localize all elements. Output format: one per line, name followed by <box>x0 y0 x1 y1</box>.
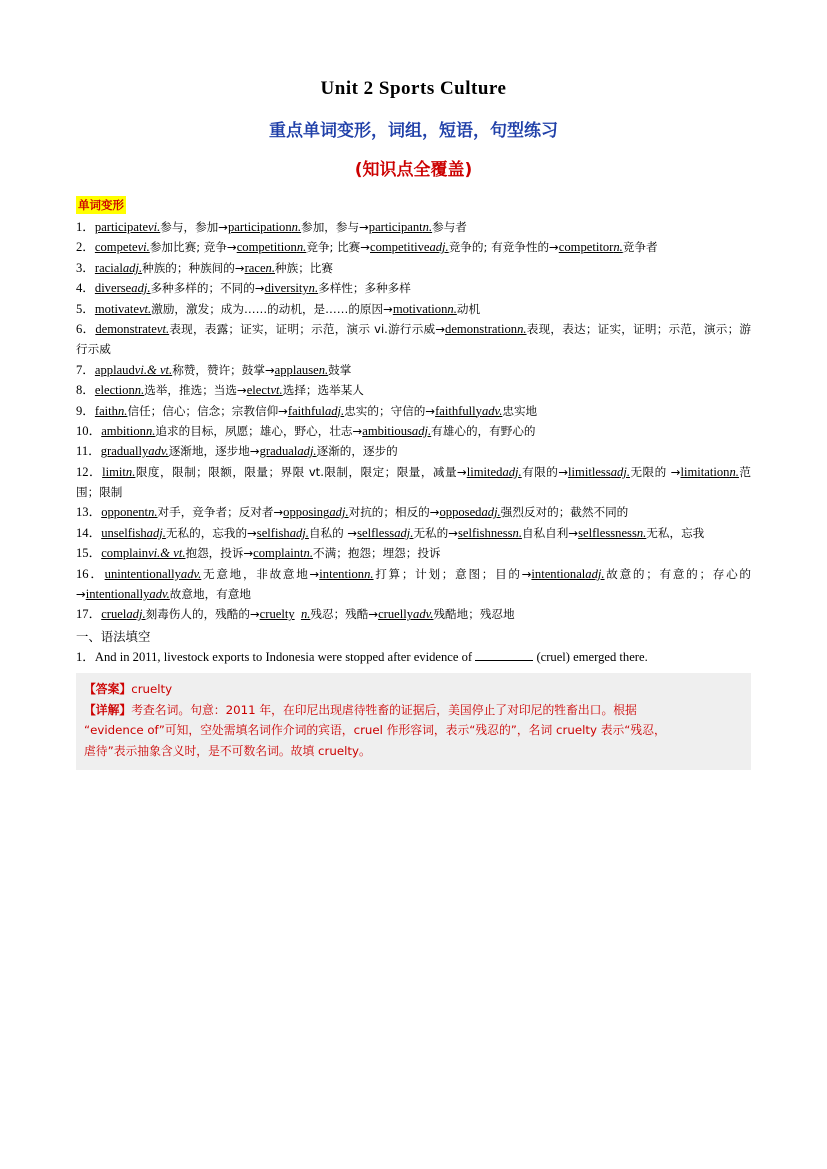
list-item: 13．opponentn.对手，竞争者；反对者→opposingadj.对抗的；相反的→opposedadj.强烈反对的；截然不同的 <box>76 505 629 520</box>
list-item: 9．faithn.信任；信心；信念；宗教信仰→faithfuladj.忠实的；守信的→faithfullyadv.忠实地 <box>76 403 538 418</box>
analysis-label: 【详解】 <box>84 702 132 717</box>
answer-label: 【答案】 <box>84 681 132 696</box>
page-title: Unit 2 Sports Culture <box>320 78 507 99</box>
analysis-line-2: “evidence of”可知，空处需填名词作介词的宾语，cruel 作形容词，表示“残忍的”，名词 cruelty 表示“残忍， <box>84 723 666 738</box>
page-subtitle: 重点单词变形，词组，短语，句型练习 <box>269 121 558 141</box>
answer-value: cruelty <box>131 681 173 696</box>
list-item: 16．unintentionallyadv.无意地，非故意地→intentionn.打算；计划；意图；目的→intentionaladj.故意的；有意的；存心的→intentionallyadv.故意地，有意地 <box>76 566 752 602</box>
list-item: 14．unselfishadj.无私的，忘我的→selfishadj.自私的 →selflessadj.无私的→selfishnessn.自私自利→selflessnessn.无私，忘我 <box>76 525 705 540</box>
list-item: 15．complainvi.& vt.抱怨，投诉→complaintn.不满；抱怨；埋怨；投诉 <box>76 546 441 561</box>
list-item: 1．participatevi.参与，参加→participationn.参加，参与→participantn.参与者 <box>76 220 467 234</box>
analysis-line-3: 虐待”表示抽象含义时，是不可数名词。故填 cruelty。 <box>84 743 371 758</box>
list-item: 6．demonstratevt.表现，表露；证实，证明；示范，演示 vi.游行示威→demonstrationn.表现，表达；证实，证明；示范，演示；游行示威 <box>76 321 751 357</box>
analysis-text-1: 考查名词。句意：2011 年，在印尼出现虐待牲畜的证据后，美国停止了对印尼的牲畜出口。根据 <box>131 702 637 717</box>
page-subtitle-secondary: (知识点全覆盖) <box>354 160 473 180</box>
list-item: 11．graduallyadv.逐渐地，逐步地→gradualadj.逐渐的，逐步的 <box>76 444 398 459</box>
list-item: 8．electionn.选举，推选；当选→electvt.选择；选举某人 <box>76 383 364 398</box>
section-tag-label: 单词变形 <box>78 198 124 212</box>
question-item <box>76 647 751 667</box>
answer-line <box>84 679 743 700</box>
list-item: 12．limitn.限度，限制；限额，限量；界限 vt.限制，限定；限量，减量→limitedadj.有限的→limitlessadj.无限的 →limitationn.范围；限制 <box>76 464 751 500</box>
answer-explanation-box <box>76 673 751 770</box>
section-heading-grammar: 一、语法填空 <box>76 628 151 644</box>
analysis-line-1 <box>84 700 743 721</box>
question-number: 1． <box>76 649 95 664</box>
list-item: 10．ambitionn.追求的目标，夙愿；雄心，野心，壮志→ambitiousadj.有雄心的，有野心的 <box>76 423 536 438</box>
question-text-part2: (cruel) emerged there. <box>536 649 648 664</box>
section-tag-word-forms <box>76 196 751 217</box>
list-item: 4．diverseadj.多种多样的；不同的→diversityn.多样性；多种多样 <box>76 281 411 296</box>
list-item: 7．applaudvi.& vt.称赞，赞许；鼓掌→applausen.鼓掌 <box>76 362 352 377</box>
word-form-list <box>76 217 751 625</box>
list-item: 3．racialadj.种族的；种族间的→racen.种族；比赛 <box>76 260 333 275</box>
list-item: 17．crueladj.刻毒伤人的，残酷的→cruelty n.残忍；残酷→cruellyadv.残酷地；残忍地 <box>76 607 515 622</box>
list-item: 2．competevi.参加比赛; 竞争→competitionn.竞争; 比赛→competitiveadj.竞争的; 有竞争性的→competitorn.竞争者 <box>76 240 658 255</box>
question-text-part1: And in 2011, livestock exports to Indonesia were stopped after evidence of <box>94 649 473 664</box>
list-item: 5．motivatevt.激励，激发；成为……的动机，是……的原因→motivationn.动机 <box>76 301 481 316</box>
answer-blank[interactable] <box>475 648 533 661</box>
